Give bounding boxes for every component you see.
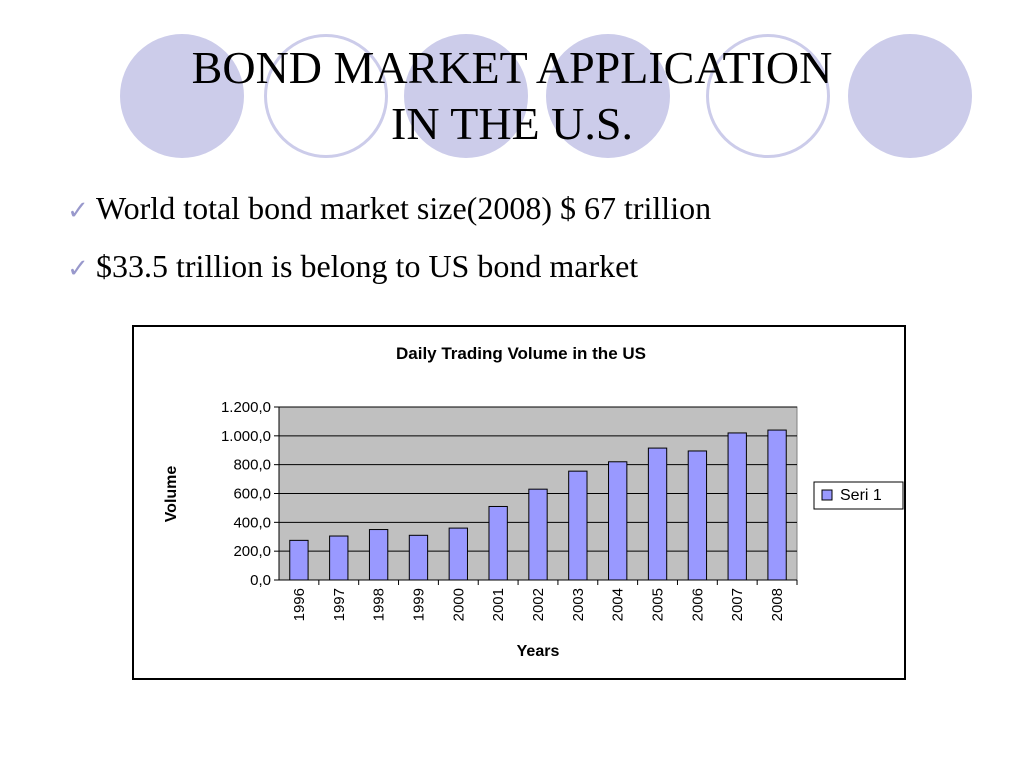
y-tick-label: 800,0 xyxy=(233,456,271,474)
y-tick-label: 1.200,0 xyxy=(220,399,271,416)
x-tick-label: 2008 xyxy=(769,588,787,622)
legend-label: Seri 1 xyxy=(840,487,882,504)
x-tick-label: 1998 xyxy=(370,588,388,622)
bar xyxy=(409,535,427,580)
bar xyxy=(688,451,706,580)
bar xyxy=(489,506,507,580)
x-tick-label: 2004 xyxy=(609,588,627,622)
x-tick-label: 2007 xyxy=(729,588,747,622)
x-tick-label: 2001 xyxy=(490,588,508,622)
x-tick-label: 2006 xyxy=(689,588,707,622)
x-tick-label: 2003 xyxy=(569,588,587,622)
bar xyxy=(648,448,666,580)
y-tick-label: 1.000,0 xyxy=(220,427,271,445)
x-tick-label: 1999 xyxy=(410,588,428,622)
chart-legend xyxy=(814,482,903,509)
y-tick-label: 200,0 xyxy=(233,543,271,561)
bullet-text: $33.5 trillion is belong to US bond market xyxy=(96,248,639,284)
y-tick-label: 600,0 xyxy=(233,485,271,503)
bar xyxy=(449,528,467,580)
bar xyxy=(728,433,746,580)
bar xyxy=(768,430,786,580)
bar xyxy=(369,530,387,580)
x-axis-label: Years xyxy=(516,643,560,660)
y-tick-label: 400,0 xyxy=(233,514,271,532)
x-tick-label: 2005 xyxy=(649,588,667,622)
slide-title xyxy=(0,40,1024,152)
bar xyxy=(330,536,348,580)
x-tick-label: 2000 xyxy=(450,588,468,622)
x-tick-label: 1997 xyxy=(330,588,348,622)
y-axis-label: Volume xyxy=(163,465,180,523)
slide-title-line-1: BOND MARKET APPLICATION xyxy=(191,42,833,93)
checkmark-icon: ✓ xyxy=(67,196,89,225)
bar xyxy=(290,540,308,580)
bar xyxy=(569,471,587,580)
bar xyxy=(529,489,547,580)
y-tick-label: 0,0 xyxy=(250,572,271,589)
chart-container xyxy=(132,325,906,680)
bullet-item xyxy=(60,248,638,285)
slide-title-line-2: IN THE U.S. xyxy=(391,98,633,149)
x-tick-label: 1996 xyxy=(290,588,308,622)
checkmark-icon: ✓ xyxy=(67,254,89,283)
chart-title: Daily Trading Volume in the US xyxy=(395,344,647,363)
bullet-text: World total bond market size(2008) $ 67 trillion xyxy=(96,190,712,226)
bar xyxy=(609,462,627,580)
bar-chart xyxy=(134,327,904,678)
x-tick-label: 2002 xyxy=(530,588,547,622)
legend-swatch xyxy=(822,490,832,500)
bullet-item xyxy=(60,190,711,227)
